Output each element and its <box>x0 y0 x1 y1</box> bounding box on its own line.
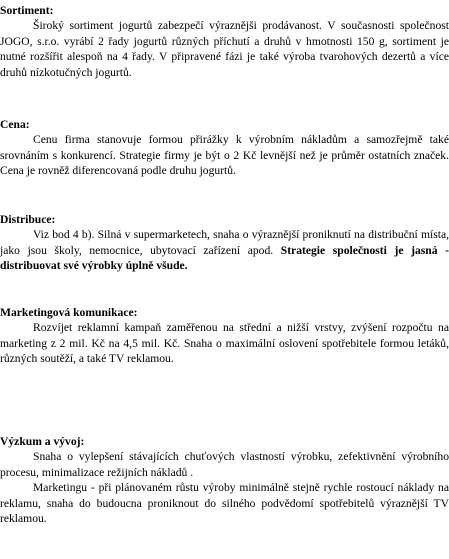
section-heading: Výzkum a vývoj: <box>0 435 85 448</box>
section-paragraph-2: Marketingu - při plánovaném růstu výroby minimálně stejně rychle rostoucí náklady na reklamu, snaha do budoucna proniknout do silného podvědomí spotřebitelů výraznější TV reklamou. <box>0 481 449 526</box>
section-paragraph: Rozvíjet reklamní kampaň zaměřenou na střední a nižší vrstvy, zvýšení rozpočtu na marketing z 2 mil. Kč na 4,5 mil. Kč. Snaha o maximální oslovení spotřebitele formou letáků, různých soutěží, a také TV reklamou. <box>0 321 449 366</box>
section-paragraph: Široký sortiment jogurtů zabezpečí výraznějši prodávanost. V současnosti společnost JOGO, s.r.o. vyrábí 2 řady jogurtů různých příchutí a druhů v hmotnosti 150 g, sortiment je nutné rozšířit alespoň na 4 řady. V připravené fázi je také výroba tvarohových dezertů a více druhů nízkotučných jogurtů. <box>0 19 449 79</box>
strategy-statement: Strategie společnosti je jasná - distribuovat své výrobky úplně všude. <box>0 243 449 273</box>
paragraph-text: Viz bod 4 b). Silná v supermarketech, snaha o výraznější proniknutí na distribuční místa, jako jsou školy, nemocnice, ubytovací zařízení apod. <box>0 228 449 257</box>
section-paragraph: Snaha o vylepšení stávajících chuťových vlastností výrobku, zefektivnění výrobního procesu, minimalizace režijních nákladů . <box>0 450 449 479</box>
section-heading: Marketingová komunikace: <box>0 306 138 319</box>
section-paragraph: Cenu firma stanovuje formou přirážky k výrobním nákladům a samozřejmě také srovnáním s konkurencí. Strategie firmy je být o 2 Kč levnější než je průměr ostatních značek. Cena je rovněž diferencovaná podle druhu jogurtů. <box>0 133 449 178</box>
section-cena <box>0 117 449 179</box>
section-sortiment <box>0 3 449 80</box>
section-vyzkum-a-vyvoj <box>0 434 449 526</box>
section-paragraph <box>0 227 449 273</box>
section-heading: Distribuce: <box>0 213 56 226</box>
section-heading: Cena: <box>0 118 30 131</box>
section-marketingova-komunikace <box>0 305 449 367</box>
section-heading: Sortiment: <box>0 4 54 17</box>
section-distribuce <box>0 212 449 274</box>
